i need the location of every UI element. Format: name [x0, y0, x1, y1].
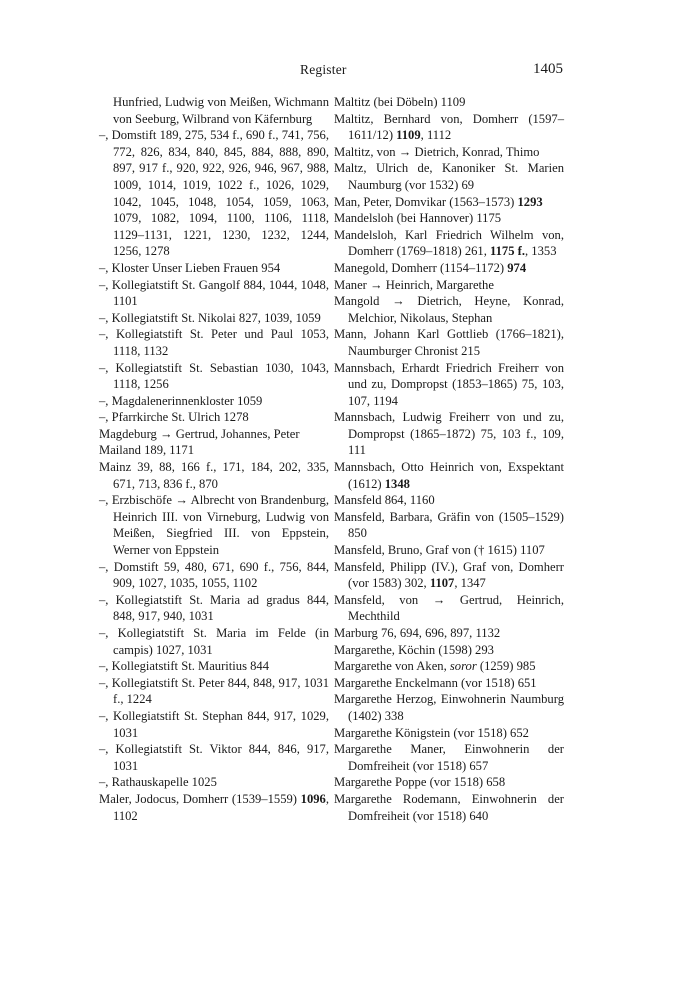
entry-text-after: , 1347: [454, 576, 486, 591]
entry-bold-page: 1109: [396, 128, 421, 143]
entry-text: –, Kollegiatstift St. Viktor 844, 846, 917, 1031: [99, 742, 329, 773]
index-entry: [334, 675, 564, 692]
index-entry: [99, 625, 329, 658]
entry-text: –, Domstift 189, 275, 534 f., 690 f., 741, 756, 772, 826, 834, 840, 845, 884, 888, 890, 897, 917 f., 920, 922, 926, 946, 967, 988, 1009, 1014, 1019, 1022 f., 1026, 1029, 1042, 1045, 1048, 1054, 1059, 1063, 1079, 1082, 1094, 1100, 1106, 1118, 1129–1131, 1221, 1230, 1232, 1244, 1256, 1278: [99, 128, 329, 259]
entry-text-after: , 1353: [525, 244, 557, 259]
index-entry: [334, 160, 564, 193]
index-entry: [334, 774, 564, 791]
index-entry: [99, 310, 329, 327]
entry-text: –, Erzbischöfe → Albrecht von Brandenburg, Heinrich III. von Virneburg, Ludwig von Meißen, Siegfried III. von Eppstein, Werner von Eppstein: [99, 493, 329, 558]
entry-italic-text: soror: [449, 659, 477, 674]
entry-text: –, Magdalenerinnenkloster 1059: [99, 393, 263, 408]
index-entry: [99, 260, 329, 277]
entry-text: –, Kollegiatstift St. Gangolf 884, 1044, 1048, 1101: [99, 277, 329, 309]
entry-text: Mansfeld, von → Gertrud, Heinrich, Mechthild: [334, 592, 564, 624]
index-entry: [334, 326, 564, 359]
entry-text: Mannsbach, Otto Heinrich von, Exspektant (1612): [334, 460, 564, 491]
index-entry: [99, 559, 329, 592]
index-entry: [334, 409, 564, 459]
index-entry: [99, 492, 329, 558]
entry-text: –, Kollegiatstift St. Nikolai 827, 1039, 1059: [99, 310, 321, 325]
index-entry: [334, 691, 564, 724]
index-entry: [99, 360, 329, 393]
entry-text: Margarethe Herzog, Einwohnerin Naumburg (1402) 338: [334, 692, 564, 723]
index-entry: [334, 725, 564, 742]
entry-text: –, Rathauskapelle 1025: [99, 775, 217, 790]
entry-text: Margarethe von Aken,: [334, 659, 450, 674]
entry-text: Mangold → Dietrich, Heyne, Konrad, Melchior, Nikolaus, Stephan: [334, 294, 564, 325]
index-entry: [334, 625, 564, 642]
entry-text: Margarethe, Köchin (1598) 293: [334, 642, 494, 657]
entry-text: Maner → Heinrich, Margarethe: [334, 277, 494, 292]
entry-text: Mansfeld, Bruno, Graf von († 1615) 1107: [334, 543, 545, 558]
entry-text: Manegold, Domherr (1154–1172): [334, 260, 508, 275]
entry-text: Margarethe Poppe (vor 1518) 658: [334, 775, 506, 790]
entry-text: Man, Peter, Domvikar (1563–1573): [334, 194, 518, 209]
index-entry: [334, 210, 564, 227]
index-entry: [99, 791, 329, 824]
index-entry: [99, 426, 329, 443]
index-entry: [99, 326, 329, 359]
entry-text: –, Kollegiatstift St. Peter 844, 848, 917, 1031 f., 1224: [99, 675, 329, 707]
entry-text: Margarethe Maner, Einwohnerin der Domfreiheit (vor 1518) 657: [334, 742, 564, 773]
entry-text: Margarethe Enckelmann (vor 1518) 651: [334, 675, 537, 690]
entry-text: Mailand 189, 1171: [99, 443, 195, 458]
index-entry: [334, 94, 564, 111]
entry-text: Maltitz, von → Dietrich, Konrad, Thimo: [334, 144, 540, 159]
entry-text-after: , 1112: [420, 128, 452, 143]
index-column-left: [99, 94, 329, 824]
entry-text: Mann, Johann Karl Gottlieb (1766–1821), Naumburger Chronist 215: [334, 327, 564, 358]
index-entry: [334, 293, 564, 326]
index-entry: [334, 227, 564, 260]
entry-text: –, Domstift 59, 480, 671, 690 f., 756, 844, 909, 1027, 1035, 1055, 1102: [99, 559, 329, 591]
index-entry: [334, 559, 564, 592]
entry-bold-page: 1348: [384, 476, 410, 491]
entry-text: Maler, Jodocus, Domherr (1539–1559): [99, 791, 301, 806]
index-entry: [99, 658, 329, 675]
index-entry: [99, 459, 329, 492]
index-entry: [99, 741, 329, 774]
entry-text: Margarethe Königstein (vor 1518) 652: [334, 725, 529, 740]
index-entry: [99, 127, 329, 260]
entry-text: –, Kollegiatstift St. Mauritius 844: [99, 659, 270, 674]
index-entry: [334, 260, 564, 277]
entry-text: –, Kollegiatstift St. Peter und Paul 1053, 1118, 1132: [99, 327, 329, 358]
index-entry: [99, 708, 329, 741]
index-entry: [334, 360, 564, 410]
index-entry: [334, 592, 564, 625]
index-column-right: [334, 94, 564, 824]
entry-bold-page: 1175 f.: [490, 244, 525, 259]
entry-text: Maltitz (bei Döbeln) 1109: [334, 95, 466, 109]
entry-text: –, Kollegiatstift St. Maria ad gradus 844, 848, 917, 940, 1031: [99, 592, 329, 624]
index-entry: [334, 492, 564, 509]
entry-text: Mansfeld, Barbara, Gräfin von (1505–1529) 850: [334, 509, 564, 541]
entry-text: Mandelsloh (bei Hannover) 1175: [334, 211, 502, 226]
entry-bold-page: 974: [507, 260, 527, 275]
index-entry: [334, 658, 564, 675]
entry-text: Mannsbach, Erhardt Friedrich Freiherr von und zu, Dompropst (1853–1865) 75, 103, 107, 1194: [334, 360, 564, 408]
entry-text: Maltz, Ulrich de, Kanoniker St. Marien Naumburg (vor 1532) 69: [334, 161, 564, 192]
index-entry: [334, 459, 564, 492]
entry-text: Mannsbach, Ludwig Freiherr von und zu, Dompropst (1865–1872) 75, 103 f., 109, 111: [334, 410, 564, 458]
entry-text-after: (1259) 985: [476, 659, 536, 674]
entry-text: Mainz 39, 88, 166 f., 171, 184, 202, 335, 671, 713, 836 f., 870: [99, 460, 329, 491]
index-entry: [99, 94, 329, 127]
entry-text: –, Kloster Unser Lieben Frauen 954: [99, 260, 281, 275]
entry-text: –, Kollegiatstift St. Sebastian 1030, 1043, 1118, 1256: [99, 360, 329, 392]
running-header-title: Register: [300, 62, 347, 77]
index-entry: [334, 277, 564, 294]
entry-bold-page: 1107: [429, 576, 455, 591]
entry-text: –, Kollegiatstift St. Maria im Felde (in campis) 1027, 1031: [99, 626, 329, 657]
index-entry: [99, 277, 329, 310]
index-entry: [334, 791, 564, 824]
index-entry: [99, 675, 329, 708]
index-entry: [334, 194, 564, 211]
index-entry: [99, 393, 329, 410]
entry-text: Maltitz, Bernhard von, Domherr (1597–1611/12): [334, 111, 564, 143]
entry-text: Magdeburg → Gertrud, Johannes, Peter: [99, 426, 300, 441]
index-entry: [334, 144, 564, 161]
index-entry: [99, 592, 329, 625]
entry-bold-page: 1096: [300, 791, 326, 806]
entry-text: Mansfeld 864, 1160: [334, 493, 435, 508]
entry-text: Marburg 76, 694, 696, 897, 1132: [334, 626, 501, 640]
entry-bold-page: 1293: [517, 194, 543, 209]
index-entry: [99, 442, 329, 459]
entry-text: Mandelsloh, Karl Friedrich Wilhelm von, Domherr (1769–1818) 261,: [334, 227, 564, 259]
entry-text-after: , 1102: [113, 791, 329, 823]
entry-text: Hunfried, Ludwig von Meißen, Wichmann von Seeburg, Wilbrand von Käfernburg: [113, 95, 329, 126]
entry-text: Margarethe Rodemann, Einwohnerin der Domfreiheit (vor 1518) 640: [334, 791, 564, 823]
index-entry: [99, 409, 329, 426]
entry-text: –, Kollegiatstift St. Stephan 844, 917, 1029, 1031: [99, 708, 329, 740]
index-entry: [99, 774, 329, 791]
index-entry: [334, 509, 564, 542]
entry-text: –, Pfarrkirche St. Ulrich 1278: [99, 410, 249, 425]
index-entry: [334, 111, 564, 144]
index-entry: [334, 642, 564, 659]
index-entry: [334, 542, 564, 559]
index-entry: [334, 741, 564, 774]
entry-text: Mansfeld, Philipp (IV.), Graf von, Domherr (vor 1583) 302,: [334, 559, 564, 591]
page-number: 1405: [533, 61, 563, 77]
